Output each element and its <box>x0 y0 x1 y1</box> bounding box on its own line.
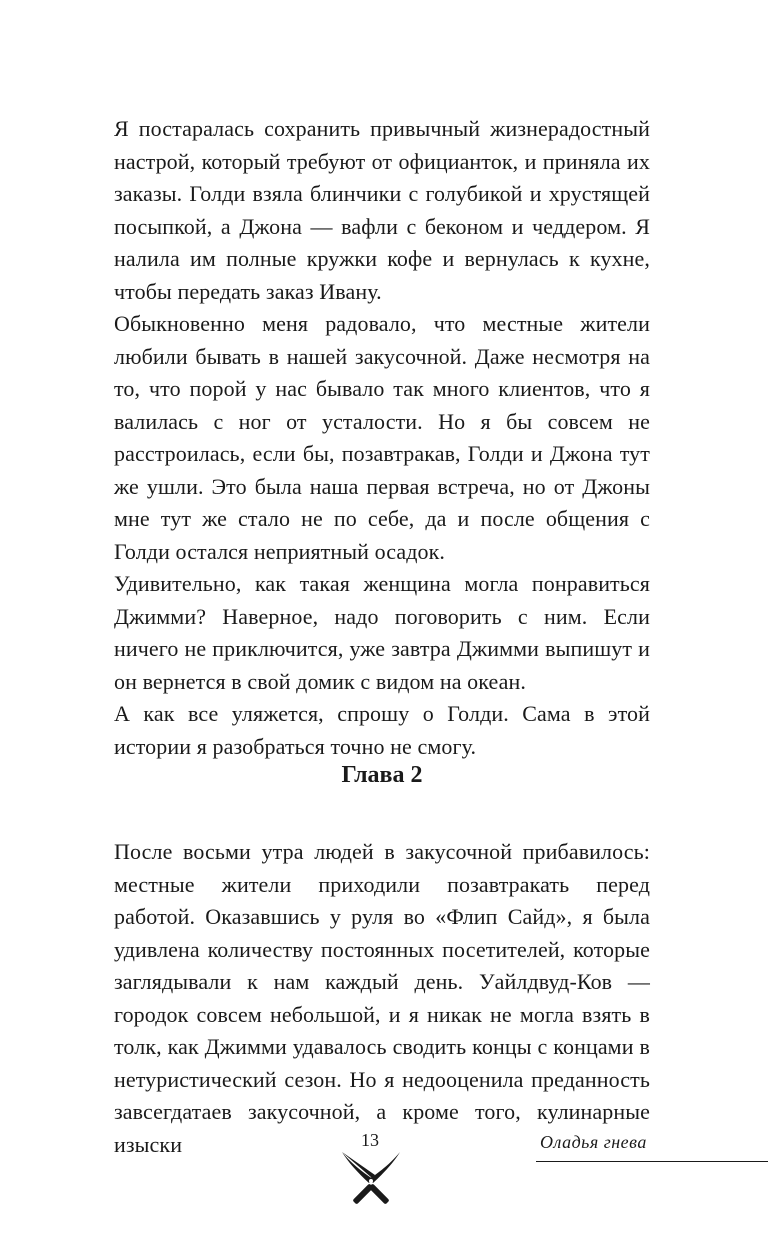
running-title: Оладья гнева <box>540 1132 647 1152</box>
text-block-bottom <box>114 836 650 1161</box>
chapter-title: Глава 2 <box>341 762 423 788</box>
paragraph: Удивительно, как такая женщина могла понравиться Джимми? Наверное, надо поговорить с ним. Если ничего не приключится, уже завтра Джимми выпишут и он вернется в свой домик с видом на океан. <box>114 571 650 694</box>
page-footer <box>0 1120 768 1241</box>
crossed-knives-icon <box>336 1148 406 1214</box>
paragraph: А как все уляжется, спрошу о Голди. Сама в этой истории я разобраться точно не смогу. <box>114 701 650 759</box>
paragraph: После восьми утра людей в закусочной прибавилось: местные жители приходили позавтракать перед работой. Оказавшись у руля во «Флип Сайд», я была удивлена количеству постоянных посетителей, которые заглядывали к нам каждый день. Уайлдвуд-Ков — городок совсем небольшой, и я никак не могла взять в толк, как Джимми удавалось сводить концы с концами в нетуристический сезон. Но я недооценила преданность завсегдатаев закусочной, а кроме того, кулинарные изыски <box>114 839 650 1157</box>
paragraph: Я постаралась сохранить привычный жизнерадостный настрой, который требуют от официанток, и приняла их заказы. Голди взяла блинчики с голубикой и хрустящей посыпкой, а Джона — вафли с беконом и чеддером. Я налила им полные кружки кофе и вернулась к кухне, чтобы передать заказ Ивану. <box>114 116 650 304</box>
page-number: 13 <box>361 1130 379 1150</box>
footer-rule <box>536 1161 768 1162</box>
text-block-top <box>114 113 650 763</box>
paragraph: Обыкновенно меня радовало, что местные жители любили бывать в нашей закусочной. Даже несмотря на то, что порой у нас бывало так много клиентов, что я валилась с ног от усталости. Но я бы совсем не расстроилась, если бы, позавтракав, Голди и Джона тут же ушли. Это была наша первая встреча, но от Джоны мне тут же стало не по себе, да и после общения с Голди остался неприятный осадок. <box>114 311 650 564</box>
